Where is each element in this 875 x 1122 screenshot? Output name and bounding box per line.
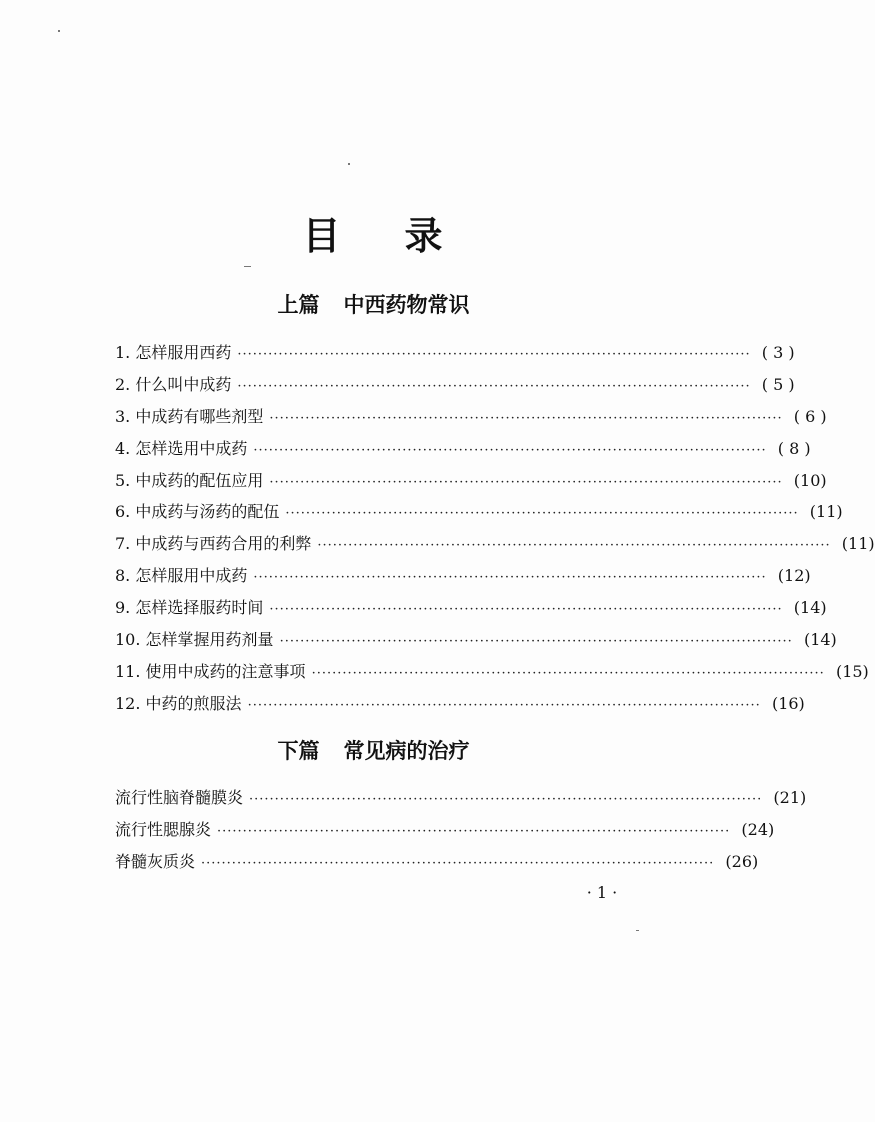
entry-title: 流行性脑脊髓膜炎 [115, 788, 244, 807]
entry-page: (14) [803, 630, 837, 650]
toc-entry[interactable] [115, 560, 811, 592]
title-char-right: 录 [404, 214, 445, 258]
toc-entry[interactable] [115, 528, 875, 560]
entry-page: ( 5 ) [761, 374, 795, 394]
page-number: · 1 · [586, 883, 618, 902]
toc-entry[interactable] [115, 401, 827, 433]
entry-title: 中成药与汤药的配伍 [135, 502, 280, 522]
scan-speck [58, 30, 60, 32]
dot-leader: ···································································································· [269, 602, 783, 618]
entry-number: 8. [115, 566, 131, 586]
entry-page: (26) [725, 851, 759, 871]
dot-leader: ···································································································· [285, 506, 799, 522]
dot-leader: ···································································································· [253, 442, 767, 458]
entry-number: 9. [115, 598, 131, 618]
entry-title: 中成药与西药合用的利弊 [135, 534, 312, 554]
dot-leader: ···································································································· [279, 634, 793, 650]
title-char-left: 目 [302, 214, 343, 258]
entry-page: (11) [841, 534, 875, 554]
toc-entry[interactable] [115, 433, 811, 465]
entry-number: 12. [115, 693, 141, 713]
entry-title: 使用中成药的注意事项 [145, 661, 306, 681]
entry-title: 流行性腮腺炎 [115, 819, 212, 839]
dot-leader: ···································································································· [269, 474, 783, 490]
entry-page: ( 3 ) [761, 343, 795, 362]
dot-leader: ···································································································· [317, 538, 831, 554]
toc-entry[interactable] [115, 688, 805, 720]
entry-page: ( 8 ) [777, 438, 811, 458]
entry-number: 6. [115, 502, 131, 522]
section-label: 下篇 [277, 739, 320, 763]
entry-number: 11. [115, 661, 141, 681]
section-label: 上篇 [277, 293, 320, 317]
entry-number: 7. [115, 534, 131, 554]
section-heading-part1 [0, 289, 747, 319]
scan-speck [636, 930, 639, 931]
dot-leader: ···································································································· [247, 697, 761, 713]
scan-speck [348, 163, 350, 165]
entry-number: 5. [115, 470, 131, 490]
dot-leader: ···································································································· [201, 855, 715, 871]
toc-entry[interactable] [115, 369, 795, 401]
entry-title: 怎样服用西药 [135, 343, 232, 362]
dot-leader: ···································································································· [269, 410, 783, 426]
section-text: 常见病的治疗 [343, 739, 470, 763]
toc-list-part1 [115, 337, 875, 720]
toc-entry[interactable] [115, 782, 807, 814]
dot-leader: ···································································································· [249, 792, 763, 807]
toc-entry[interactable] [115, 337, 795, 369]
entry-number: 1. [115, 343, 131, 362]
entry-title: 怎样服用中成药 [135, 566, 248, 586]
entry-number: 2. [115, 374, 131, 394]
entry-number: 4. [115, 438, 131, 458]
entry-page: (21) [773, 788, 807, 807]
dot-leader: ···································································································· [253, 570, 767, 586]
toc-entry[interactable] [115, 465, 827, 497]
entry-page: (15) [835, 661, 869, 681]
entry-title: 怎样掌握用药剂量 [145, 630, 274, 650]
toc-list-part2 [115, 782, 807, 878]
dot-leader: ···································································································· [311, 665, 825, 681]
entry-page: (16) [771, 693, 805, 713]
toc-entry[interactable] [115, 814, 775, 846]
entry-page: (10) [793, 470, 827, 490]
dot-leader: ···································································································· [237, 347, 751, 362]
toc-entry[interactable] [115, 656, 869, 688]
section-heading-part2 [0, 735, 747, 765]
entry-page: (12) [777, 566, 811, 586]
entry-title: 怎样选用中成药 [135, 438, 248, 458]
entry-number: 10. [115, 630, 141, 650]
toc-entry[interactable] [115, 624, 837, 656]
entry-title: 怎样选择服药时间 [135, 598, 264, 618]
entry-page: (14) [793, 598, 827, 618]
entry-page: ( 6 ) [793, 406, 827, 426]
page-title [0, 205, 747, 260]
entry-title: 什么叫中成药 [135, 374, 232, 394]
dot-leader: ···································································································· [237, 378, 751, 394]
entry-title: 中成药有哪些剂型 [135, 406, 264, 426]
entry-page: (24) [741, 819, 775, 839]
scan-speck [244, 266, 251, 267]
dot-leader: ···································································································· [217, 823, 731, 839]
entry-title: 中成药的配伍应用 [135, 470, 264, 490]
entry-number: 3. [115, 406, 131, 426]
entry-title: 中药的煎服法 [145, 693, 242, 713]
toc-entry[interactable] [115, 496, 843, 528]
toc-entry[interactable] [115, 846, 759, 878]
toc-entry[interactable] [115, 592, 827, 624]
section-text: 中西药物常识 [343, 293, 470, 317]
entry-page: (11) [809, 502, 843, 522]
entry-title: 脊髓灰质炎 [115, 851, 196, 871]
